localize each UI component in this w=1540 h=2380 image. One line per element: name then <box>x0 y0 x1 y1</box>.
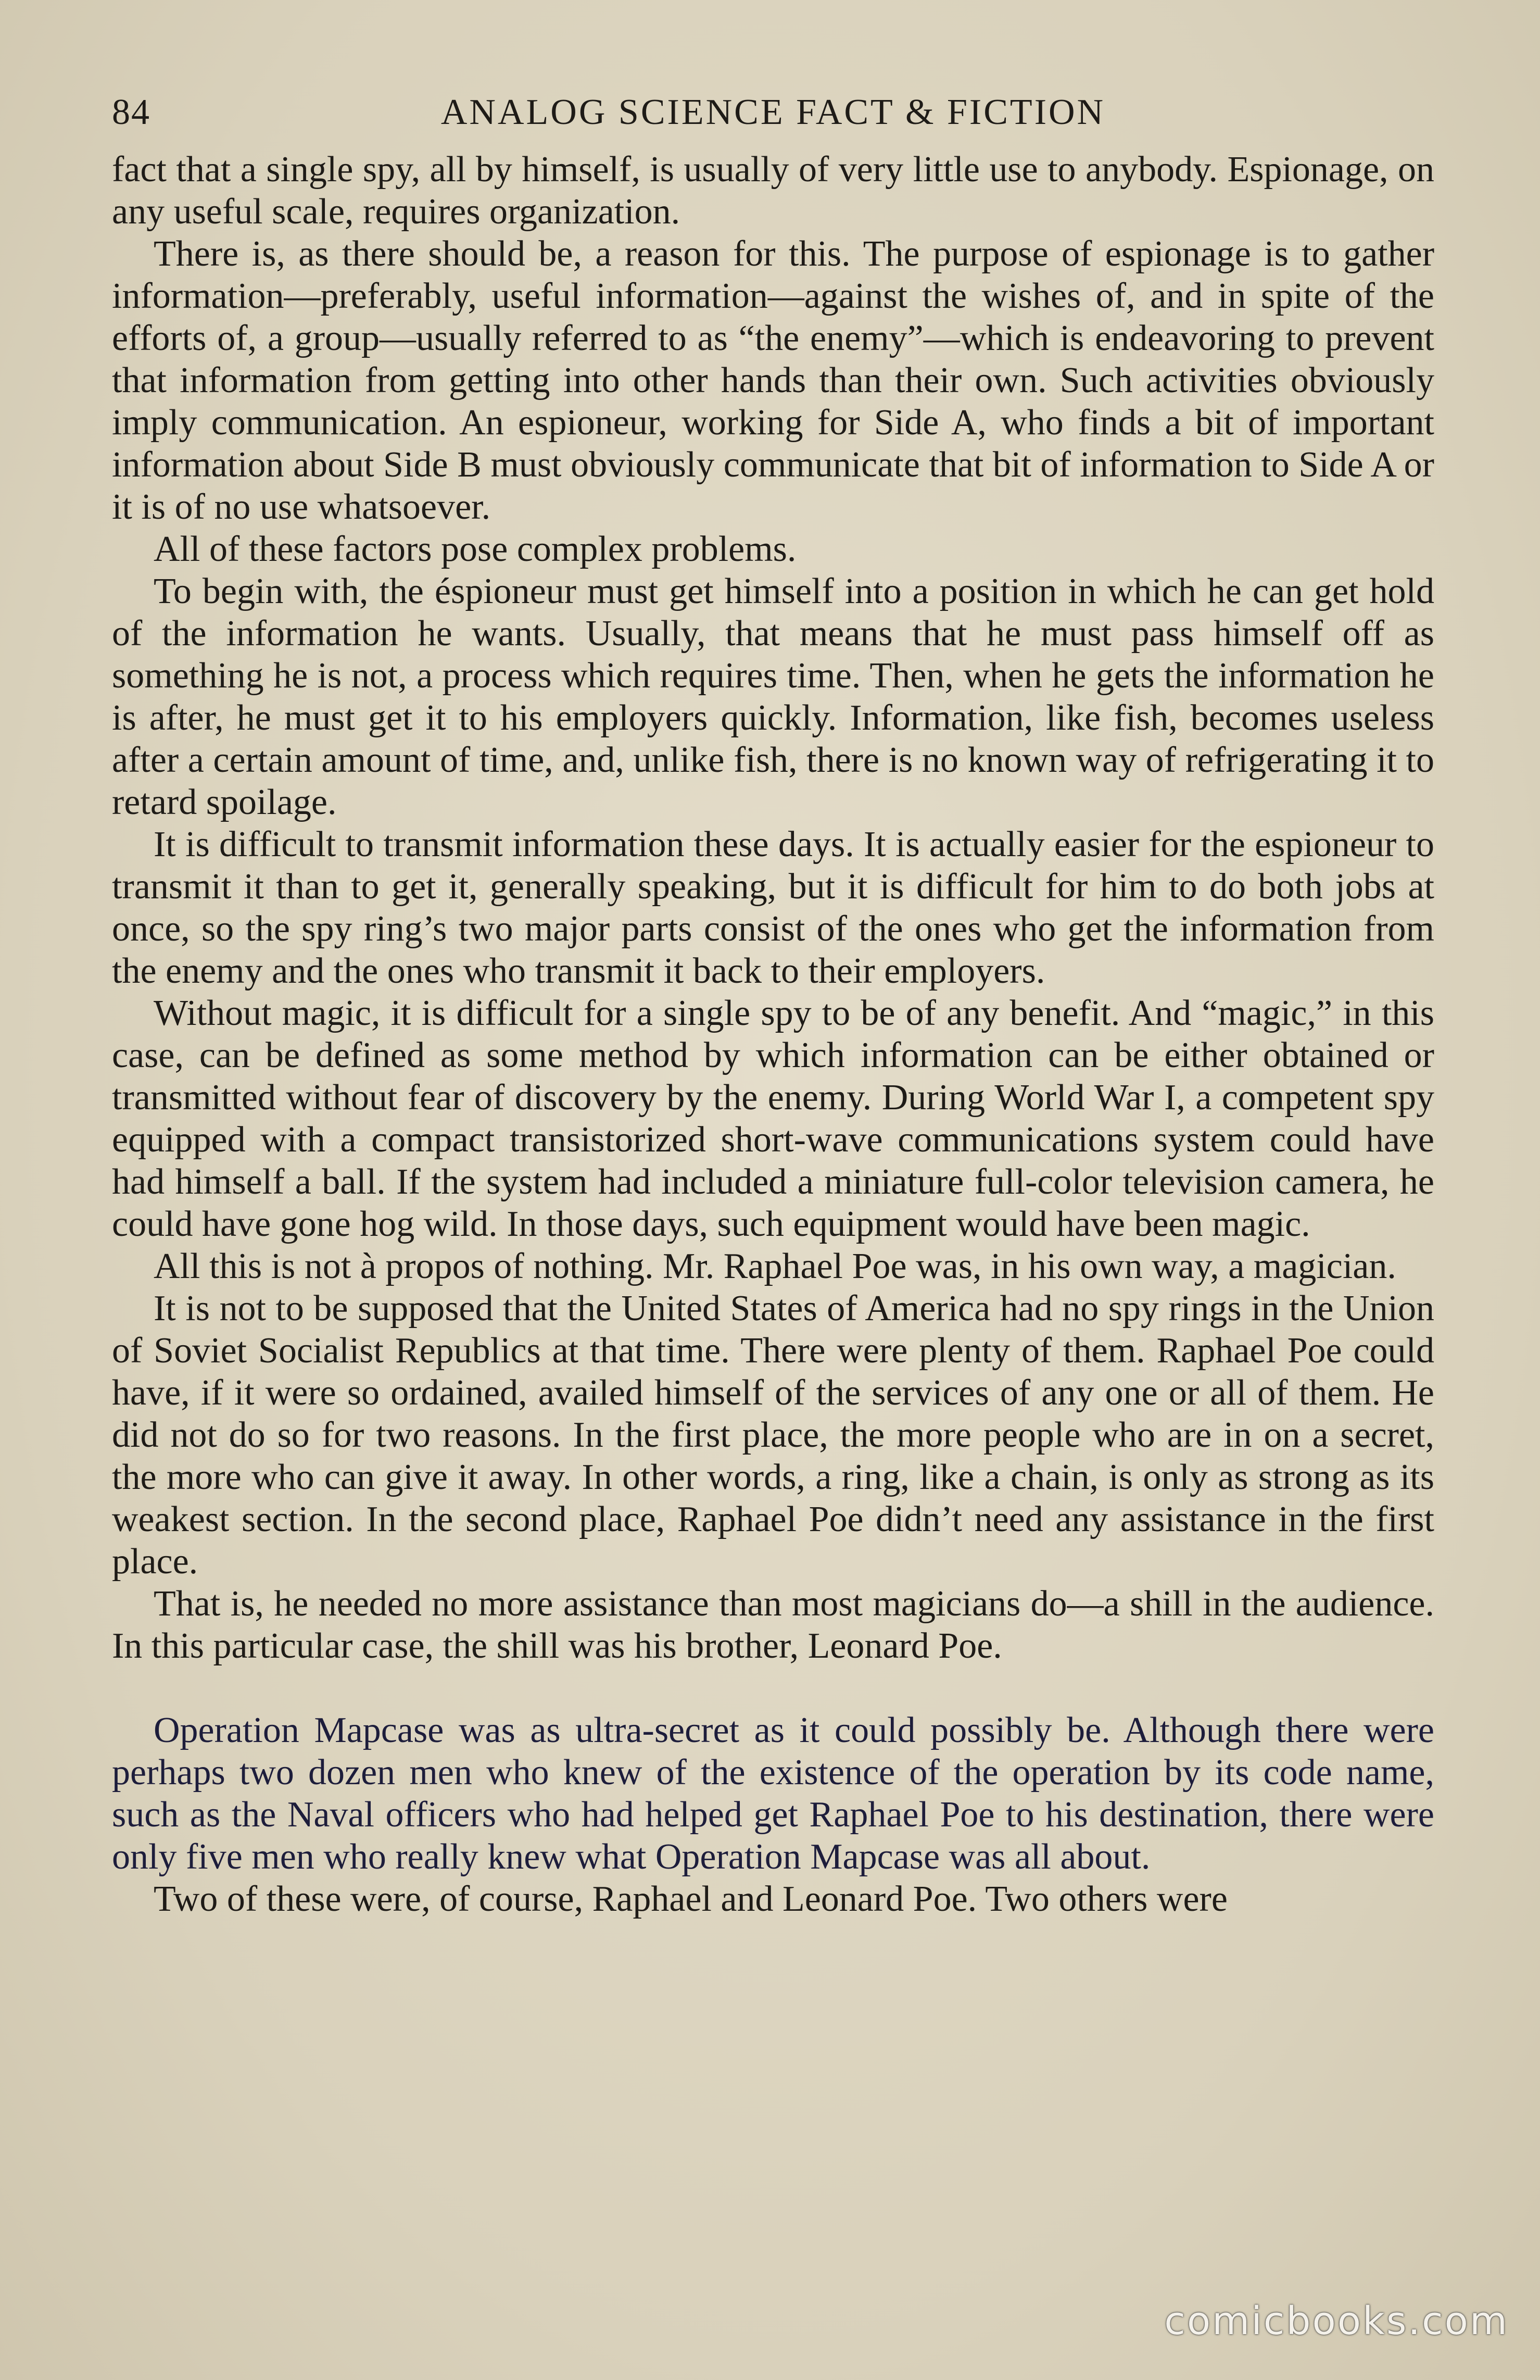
paragraph: Without magic, it is difficult for a single spy to be of any benefit. And “magic,” in this case, can be defined as some method by which information can be either obtained or transmitted without fear of discovery by the enemy. During World War I, a competent spy equipped with a compact transistorized short-wave communications system could have had himself a ball. If the system had included a miniature full-color television camera, he could have gone hog wild. In those days, such equipment would have been magic. <box>112 993 1434 1244</box>
section-opening-paragraph: Operation Mapcase was as ultra-secret as it could possibly be. Although there were perhaps two dozen men who knew of the existence of the operation by its code name, such as the Naval officers who had helped get Raphael Poe to his destination, there were only five men who really knew what Operation Mapcase was all about. <box>112 1710 1434 1877</box>
page-number: 84 <box>112 92 150 132</box>
paragraph: That is, he needed no more assistance than most magicians do—a shill in the audience. In this particular case, the shill was his brother, Leonard Poe. <box>112 1584 1434 1666</box>
paragraph: fact that a single spy, all by himself, is usually of very little use to anybody. Espionage, on any useful scale, requires organization. <box>112 149 1434 232</box>
paragraph: All this is not à propos of nothing. Mr. Raphael Poe was, in his own way, a magician. <box>154 1246 1396 1286</box>
running-title: ANALOG SCIENCE FACT & FICTION <box>440 92 1106 132</box>
paragraph: All of these factors pose complex problems. <box>154 529 797 569</box>
watermark: comicbooks.com <box>1164 2299 1509 2344</box>
page-header <box>112 86 1434 138</box>
paragraph: There is, as there should be, a reason for this. The purpose of espionage is to gather information—preferably, useful information—against the wishes of, and in spite of the efforts of, a group—usually referred to as “the enemy”—which is endeavoring to prevent that information from getting into other hands than their own. Such activities obviously imply communication. An espioneur, working for Side A, who finds a bit of important information about Side B must obviously communicate that bit of information to Side A or it is of no use whatsoever. <box>112 234 1434 527</box>
paragraph: It is not to be supposed that the United States of America had no spy rings in the Union of Soviet Socialist Republics at that time. There were plenty of them. Raphael Poe could have, if it were so ordained, availed himself of the services of any one or all of them. He did not do so for two reasons. In the first place, the more people who are in on a secret, the more who can give it away. In other words, a ring, like a chain, is only as strong as its weakest section. In the second place, Raphael Poe didn’t need any assistance in the first place. <box>112 1288 1434 1582</box>
paragraph: Two of these were, of course, Raphael and Leonard Poe. Two others were <box>154 1879 1228 1919</box>
page-content <box>112 86 1434 1920</box>
paragraph: To begin with, the éspioneur must get himself into a position in which he can get hold of the information he wants. Usually, that means that he must pass himself off as something he is not, a process which requires time. Then, when he gets the information he is after, he must get it to his employers quickly. Information, like fish, becomes useless after a certain amount of time, and, unlike fish, there is no known way of refrigerating it to retard spoilage. <box>112 571 1434 822</box>
paragraph: It is difficult to transmit information these days. It is actually easier for the espioneur to transmit it than to get it, generally speaking, but it is difficult for him to do both jobs at once, so the spy ring’s two major parts consist of the ones who get the information from the enemy and the ones who transmit it back to their employers. <box>112 824 1434 991</box>
